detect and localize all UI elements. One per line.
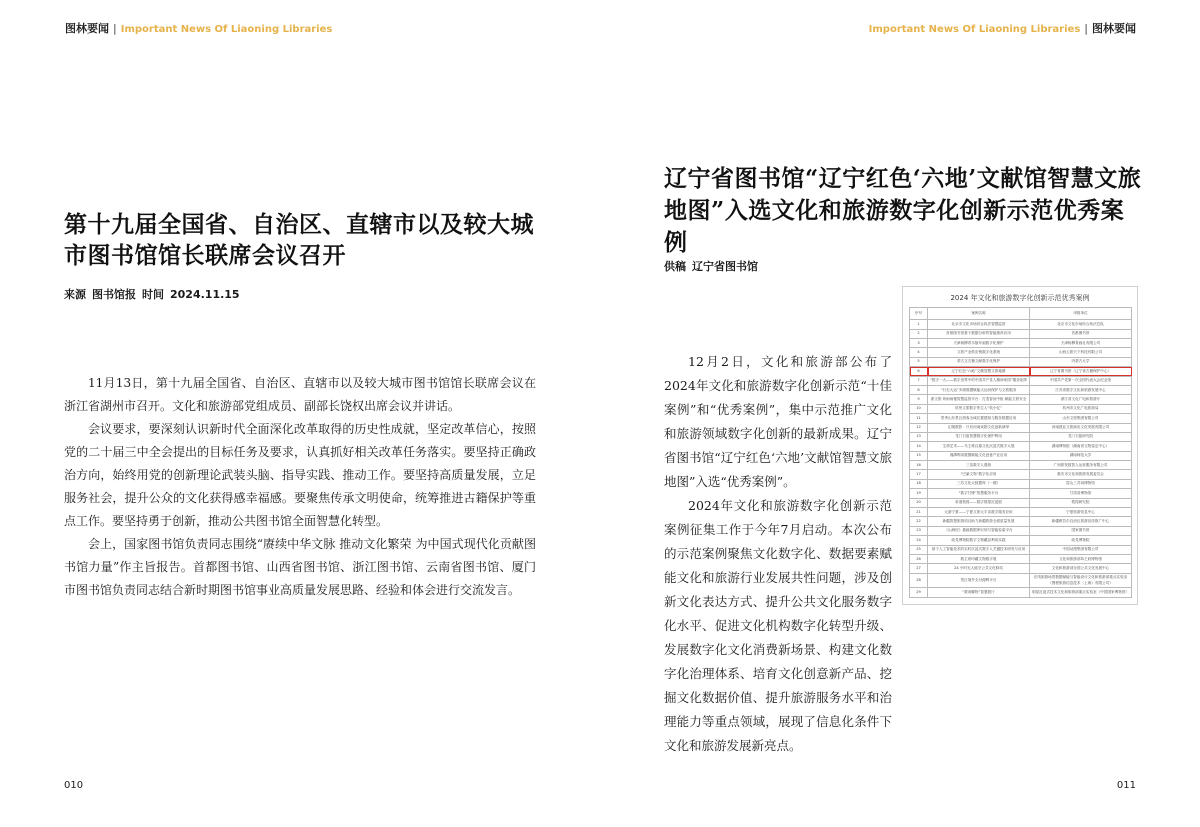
section-name-en: Important News Of Liaoning Libraries [120,24,333,35]
table-cell: 3 [910,338,928,347]
header-divider: | [113,22,117,35]
table-cell: 13 [910,432,928,441]
table-row [910,376,1132,385]
table-cell: 11 [910,414,928,423]
table-cell: 文化和旅游部全国公共文化发展中心 [1030,564,1132,573]
table-cell: “数说聊物”智慧展厅 [928,588,1030,597]
table-cell: 眉山三苏祠博物馆 [1030,479,1132,488]
table-cell: 7 [910,376,928,385]
left-article-meta [64,286,246,302]
table-row [910,442,1132,451]
left-article-body [64,372,536,602]
table-row [910,508,1132,517]
table-cell: 山西云旅天下科技有限公司 [1030,348,1132,357]
table-row [910,338,1132,347]
table-cell: 杭州文旅数字孪生人“杭小忆” [928,404,1030,413]
table-cell: 首都图书馆基于数据分析的智能推荐应用 [928,329,1030,338]
table-cell: 27 [910,564,928,573]
table-cell: 天津杨柳青木版年画数字化保护 [928,338,1030,347]
table-cell: 文旅产业供应链数字化系统 [928,348,1030,357]
table-row [910,414,1132,423]
table-row [910,404,1132,413]
table-cell: 20 [910,498,928,507]
table-cell: 帝道敦煌——数字敦煌沉浸展 [928,498,1030,507]
table-row [910,526,1132,535]
paragraph: 11月13日，第十九届全国省、自治区、直辖市以及较大城市图书馆馆长联席会议在浙江省湖州市召开。文化和旅游部党组成员、副部长饶权出席会议并讲话。 [64,376,536,413]
table-cell: 21 [910,508,928,517]
table-header-row [910,308,1132,320]
table-cell: 元游宁夏——宁夏文旅元宇宙数字服务应用 [928,508,1030,517]
table-row [910,564,1132,573]
table-row [910,348,1132,357]
table-row [910,329,1132,338]
table-cell: 景区境外支付便利平台 [928,573,1030,588]
table-row [910,498,1132,507]
table-cell: 23 [910,526,928,535]
table-cell: 15 [910,451,928,460]
table-cell: 浙文旅·风雨雨便智慧监管平台：打造智治中枢 赋能文旅安全 [928,395,1030,404]
table-cell: “巴渝文物”数字化应用 [928,470,1030,479]
table-row [910,320,1132,329]
page-number-right: 011 [1116,780,1136,791]
table-cell: 18 [910,479,928,488]
table-cell: 湘潭利用数据赋能文化创意产业应用 [928,451,1030,460]
table-cell: 19 [910,489,928,498]
header-left [65,20,332,36]
table-cell: 26 [910,554,928,563]
table-cell: 景秀山东景区游客全域位置感知与服务数据应用 [928,414,1030,423]
provider-label: 供稿 [664,260,686,273]
table-cell: 首都图书馆 [1030,329,1132,338]
table-cell: 28 [910,573,928,588]
time-label: 时间 [142,288,164,301]
table-cell: 龙门石窟智慧数字化保护利用 [928,432,1030,441]
table-cell: 16 [910,461,928,470]
header-divider: | [1084,22,1088,35]
table-cell: 24 小时无人值守公共文化驿站 [928,564,1030,573]
table-cell: 文化和旅游部恭王府博物馆 [1030,554,1132,563]
table-cell: 6 [910,367,928,376]
table-cell: 辽宁省图书馆（辽宁省古籍保护中心） [1030,367,1132,376]
table-cell: 9 [910,395,928,404]
table-cell: 基于人工智能技术的实时沉浸式数字人关键技术研发与应用 [928,545,1030,554]
table-cell: 25 [910,545,928,554]
table-row [910,479,1132,488]
time-value: 2024.11.15 [170,288,240,301]
table-cell: 重庆市文化和旅游发展委员会 [1030,470,1132,479]
right-article-body [664,350,892,758]
table-row [910,385,1132,394]
table-cell: 山东文旅集团有限公司 [1030,414,1132,423]
table-row [910,395,1132,404]
header-right [869,20,1136,36]
table-cell: 政党博物院 [1030,536,1132,545]
table-row [910,489,1132,498]
table-row [910,588,1132,597]
table-cell: 敦煌研究院 [1030,498,1132,507]
table-cell: 河南建业文旅演出文化发展有限公司 [1030,423,1132,432]
table-cell: 新疆智慧旅游项目助力新疆旅游全面质量发展 [928,517,1030,526]
table-cell: 广西旅发数智人运营服务有限公司 [1030,461,1132,470]
table-cell: 5 [910,357,928,366]
table-cell: 三苏文化大数据库（一期） [928,479,1030,488]
table-cell: 8 [910,385,928,394]
table-row [910,432,1132,441]
table-row [910,517,1132,526]
table-cell: 4 [910,348,928,357]
table-cell: 29 [910,588,928,597]
paragraph: 会议要求，要深刻认识新时代全面深化改革取得的历史性成就，坚定改革信心，按照党的二十届三中全会提出的目标任务及要求，认真抓好相关改革任务落实。要坚持正确政治方向，始终用党的创新理论武装头脑、指导实践、推动工作。要坚持高质量发展，立足服务社会，提升公众的文化获得感幸福感。要聚焦传承文明使命，统筹推进古籍保护等重点工作。要坚持勇于创新，推动公共图书馆全面智慧化转型。 [64,422,536,528]
paragraph: 12月2日，文化和旅游部公布了2024年文化和旅游数字化创新示范“十佳案例”和“优秀案例”，集中示范推广文化和旅游领域数字化创新的最新成果。辽宁省图书馆“辽宁红色‘六地’文献馆智慧文旅地图”入选“优秀案例”。 [664,354,892,489]
table-cell: 24 [910,536,928,545]
left-article-title: 第十九届全国省、自治区、直辖市以及较大城市图书馆馆长联席会议召开 [64,211,534,270]
table-row [910,367,1132,376]
header-cell: 序号 [910,308,928,320]
header-cell: 申报单位 [1030,308,1132,320]
table-cell: 幻境数影：只有河南戏剧文化创新演绎 [928,423,1030,432]
section-name-en: Important News Of Liaoning Libraries [868,24,1081,35]
table-row [910,451,1132,460]
table-cell: 中国动漫集团有限公司 [1030,545,1132,554]
table-cell: 杭州市文化广电旅游局 [1030,404,1132,413]
table-cell: 内蒙古大学 [1030,357,1132,366]
table-row [910,461,1132,470]
table-cell: “行走大运”多源数据赋能大运河保护与文旅服务 [928,385,1030,394]
table-cell: 14 [910,442,928,451]
table-cell: 甘肃省博物馆 [1030,489,1132,498]
paragraph: 会上，国家图书馆负责同志围绕“赓续中华文脉 推动文化繁荣 为中国式现代化贡献图书馆力量”作主旨报告。首都图书馆、山西省图书馆、浙江图书馆、云南省图书馆、厦门市图书馆负责同志结合新时期图书馆事业高质量发展思路、经验和体会进行交流发言。 [64,537,536,597]
right-article-meta [664,258,764,274]
table-cell: 三苗数字人漫游 [928,461,1030,470]
table-cell: 数主府印藏文物数字展 [928,554,1030,563]
table-cell: 湖南博物院（湖南省文物鉴定中心） [1030,442,1132,451]
table-row [910,357,1132,366]
table-cell: 蒙古文古籍文献数字化保护 [928,357,1030,366]
table-cell: 政党博物院数字文物藏品利用实践 [928,536,1030,545]
table-cell: 1 [910,320,928,329]
table-row [910,470,1132,479]
table-cell: 宁夏旅游信息中心 [1030,508,1132,517]
table-cell: 生命艺术——马王堆汉墓文化沉浸式数字大展 [928,442,1030,451]
table-row [910,573,1132,588]
header-cell: 案例名称 [928,308,1030,320]
paragraph: 2024年文化和旅游数字化创新示范案例征集工作于今年7月启动。本次公布的示范案例聚焦文化数字化、数据要素赋能文化和旅游行业发展共性问题，涉及创新文化表达方式、提升公共文化服务数字化水平、促进文化机构数字化转型升级、发展数字化文化消费新场景、构建文化数字化治理体系、培育文化创意新产品、挖掘文化数据价值、提升旅游服务水平和治理能力等重点领域，展现了信息化条件下文化和旅游发展新亮点。 [664,498,892,753]
table-cell: 22 [910,517,928,526]
table-cell: 明星沉浸式技术文化和旅游部重点实验室（中国国家博物馆） [1030,588,1132,597]
source-label: 来源 [64,288,86,301]
table-title: 2024 年文化和旅游数字化创新示范优秀案例 [950,294,1090,302]
section-name: 图林要闻 [1092,22,1136,35]
provider-value: 辽宁省图书馆 [692,260,758,273]
table-cell: 龙门石窟研究院 [1030,432,1132,441]
section-name: 图林要闻 [65,22,109,35]
table-cell: 北京市文化市场综合执法智慧监管 [928,320,1030,329]
table-row [910,536,1132,545]
table-cell: 北京市文化市场综合执法总队 [1030,320,1132,329]
table-cell: 新疆维吾尔自治区旅游宣传推广中心 [1030,517,1132,526]
source-value: 图书馆报 [92,288,136,301]
table-cell: 浙江省文化广电和旅游厅 [1030,395,1132,404]
table-row [910,423,1132,432]
table-cell: 国家图书馆 [1030,526,1132,535]
table-cell: 10 [910,404,928,413]
right-article-title: 辽宁省图书馆“辽宁红色‘六地’文献馆智慧文旅地图”入选文化和旅游数字化创新示范优秀案例 [664,165,1142,257]
table-row [910,545,1132,554]
page-number-left: 010 [64,780,84,791]
table-cell: 12 [910,423,928,432]
case-list-table [902,286,1138,605]
table-row [910,554,1132,563]
table [909,307,1132,598]
table-cell: 在线旅游场景数据赋能与智能设计文化和旅游部重点实验室（携程旅游信息技术（上海）有限公司） [1030,573,1132,588]
table-cell: 湖南师范大学 [1030,451,1132,460]
table-cell: 17 [910,470,928,479]
table-cell: 天津杨柳青画社有限公司 [1030,338,1132,347]
table-cell: 江苏省数字文化和旅游发展中心 [1030,385,1132,394]
table-cell: 《山海经》插画数据库识别与智能检索平台 [928,526,1030,535]
table-cell: “数字甘博”智慧服务平台 [928,489,1030,498]
table-cell: 中国共产党第一次全国代表大会纪念馆 [1030,376,1132,385]
table-cell: 2 [910,329,928,338]
table-cell: “数字一大——数字世界中的中国共产党人精神家园”服务矩阵 [928,376,1030,385]
table-cell: 辽宁红色“六地”文献智慧文旅地图 [928,367,1030,376]
